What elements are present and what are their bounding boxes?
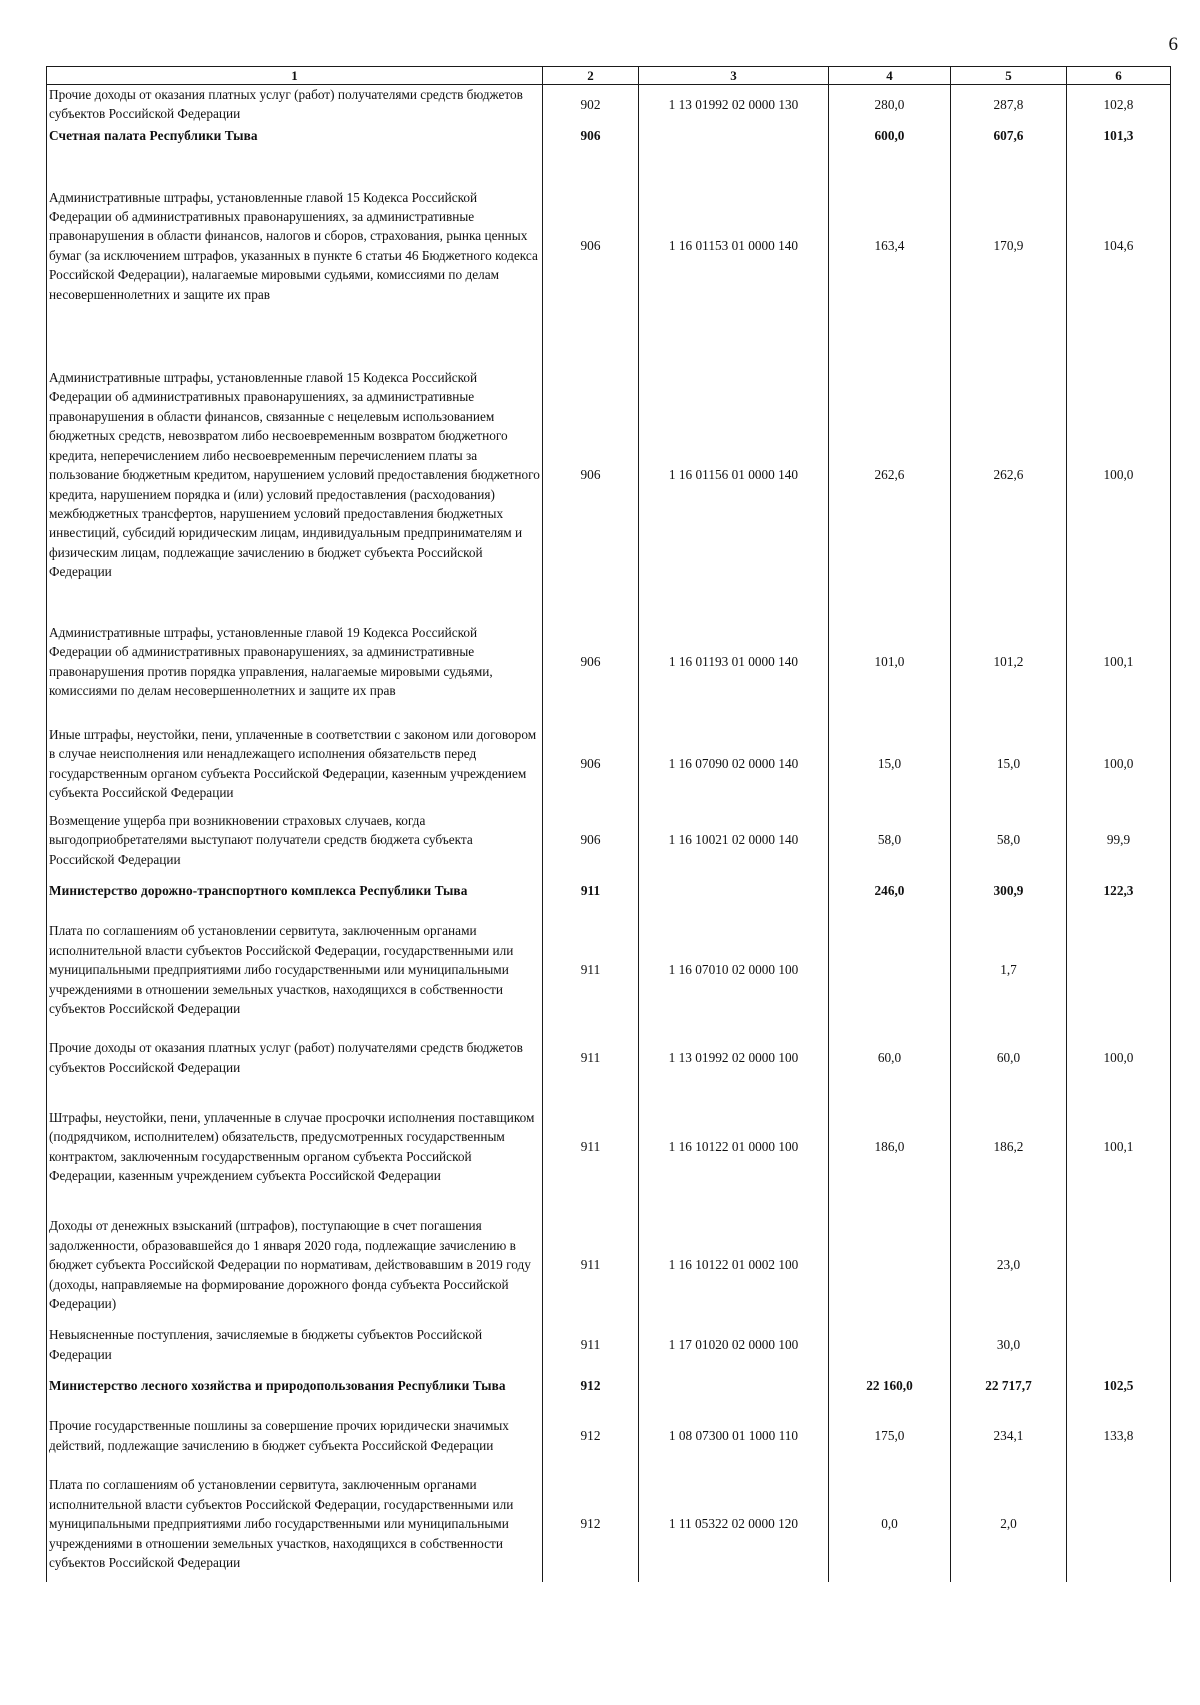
execution-percent-cell: 100,0 <box>1067 1028 1171 1088</box>
column-header-3: 3 <box>639 67 829 85</box>
actual-amount-cell: 58,0 <box>951 810 1067 870</box>
actual-amount-cell: 262,6 <box>951 344 1067 606</box>
budget-classification-code-cell: 1 16 01153 01 0000 140 <box>639 148 829 344</box>
table-body <box>47 85 1171 1582</box>
revenue-row <box>47 606 1171 718</box>
budget-classification-code-cell: 1 13 01992 02 0000 100 <box>639 1028 829 1088</box>
admin-code-cell: 911 <box>543 1206 639 1324</box>
budget-classification-code-cell: 1 16 01193 01 0000 140 <box>639 606 829 718</box>
admin-code-cell: 902 <box>543 85 639 124</box>
admin-code-cell: 911 <box>543 1088 639 1206</box>
plan-amount-cell: 0,0 <box>829 1466 951 1582</box>
execution-percent-cell: 102,5 <box>1067 1366 1171 1406</box>
plan-amount-cell: 280,0 <box>829 85 951 124</box>
plan-amount-cell: 262,6 <box>829 344 951 606</box>
execution-percent-cell <box>1067 1466 1171 1582</box>
budget-classification-code-cell <box>639 870 829 912</box>
revenue-row <box>47 344 1171 606</box>
revenue-name-cell: Министерство лесного хозяйства и природопользования Республики Тыва <box>47 1366 543 1406</box>
organization-total-row <box>47 124 1171 148</box>
execution-percent-cell: 100,1 <box>1067 606 1171 718</box>
revenue-row <box>47 810 1171 870</box>
budget-classification-code-cell: 1 16 07010 02 0000 100 <box>639 912 829 1028</box>
execution-percent-cell: 104,6 <box>1067 148 1171 344</box>
revenue-name-cell: Прочие доходы от оказания платных услуг (работ) получателями средств бюджетов субъектов Российской Федерации <box>47 85 543 124</box>
revenue-name-cell: Иные штрафы, неустойки, пени, уплаченные в соответствии с законом или договором в случае неисполнения или ненадлежащего исполнения обязательств перед государственным органом субъекта Российской Федерации, казенным учреждением субъекта Российской Федерации <box>47 718 543 810</box>
plan-amount-cell: 58,0 <box>829 810 951 870</box>
revenue-name-cell: Прочие доходы от оказания платных услуг (работ) получателями средств бюджетов субъектов Российской Федерации <box>47 1028 543 1088</box>
actual-amount-cell: 2,0 <box>951 1466 1067 1582</box>
admin-code-cell: 911 <box>543 870 639 912</box>
revenue-row <box>47 1466 1171 1582</box>
budget-classification-code-cell <box>639 124 829 148</box>
column-header-4: 4 <box>829 67 951 85</box>
actual-amount-cell: 101,2 <box>951 606 1067 718</box>
execution-percent-cell <box>1067 1324 1171 1366</box>
revenue-row <box>47 1406 1171 1466</box>
organization-total-row <box>47 1366 1171 1406</box>
execution-percent-cell <box>1067 912 1171 1028</box>
revenue-name-cell: Доходы от денежных взысканий (штрафов), поступающие в счет погашения задолженности, образовавшейся до 1 января 2020 года, подлежащие зачислению в бюджет субъекта Российской Федерации по нормативам, действовавшим в 2019 году (доходы, направляемые на формирование дорожного фонда субъекта Российской Федерации) <box>47 1206 543 1324</box>
revenue-row <box>47 1088 1171 1206</box>
revenue-row <box>47 1324 1171 1366</box>
plan-amount-cell <box>829 912 951 1028</box>
actual-amount-cell: 22 717,7 <box>951 1366 1067 1406</box>
execution-percent-cell: 100,0 <box>1067 344 1171 606</box>
actual-amount-cell: 23,0 <box>951 1206 1067 1324</box>
admin-code-cell: 906 <box>543 344 639 606</box>
actual-amount-cell: 607,6 <box>951 124 1067 148</box>
revenue-name-cell: Счетная палата Республики Тыва <box>47 124 543 148</box>
admin-code-cell: 911 <box>543 1028 639 1088</box>
actual-amount-cell: 287,8 <box>951 85 1067 124</box>
actual-amount-cell: 30,0 <box>951 1324 1067 1366</box>
organization-total-row <box>47 870 1171 912</box>
execution-percent-cell: 99,9 <box>1067 810 1171 870</box>
column-header-5: 5 <box>951 67 1067 85</box>
admin-code-cell: 912 <box>543 1366 639 1406</box>
plan-amount-cell: 600,0 <box>829 124 951 148</box>
revenue-name-cell: Прочие государственные пошлины за совершение прочих юридически значимых действий, подлежащие зачислению в бюджет субъекта Российской Федерации <box>47 1406 543 1466</box>
plan-amount-cell: 163,4 <box>829 148 951 344</box>
execution-percent-cell: 102,8 <box>1067 85 1171 124</box>
admin-code-cell: 911 <box>543 912 639 1028</box>
budget-classification-code-cell: 1 17 01020 02 0000 100 <box>639 1324 829 1366</box>
admin-code-cell: 906 <box>543 606 639 718</box>
page-number: 6 <box>1168 34 1178 55</box>
budget-classification-code-cell: 1 11 05322 02 0000 120 <box>639 1466 829 1582</box>
admin-code-cell: 906 <box>543 718 639 810</box>
execution-percent-cell: 100,0 <box>1067 718 1171 810</box>
column-number-header-row <box>47 67 1171 85</box>
execution-percent-cell: 133,8 <box>1067 1406 1171 1466</box>
actual-amount-cell: 234,1 <box>951 1406 1067 1466</box>
plan-amount-cell: 60,0 <box>829 1028 951 1088</box>
revenue-row <box>47 85 1171 124</box>
admin-code-cell: 912 <box>543 1406 639 1466</box>
admin-code-cell: 912 <box>543 1466 639 1582</box>
budget-classification-code-cell <box>639 1366 829 1406</box>
budget-classification-code-cell: 1 16 10122 01 0002 100 <box>639 1206 829 1324</box>
revenue-row <box>47 912 1171 1028</box>
revenue-row <box>47 1028 1171 1088</box>
column-header-2: 2 <box>543 67 639 85</box>
revenue-name-cell: Штрафы, неустойки, пени, уплаченные в случае просрочки исполнения поставщиком (подрядчиком, исполнителем) обязательств, предусмотренных государственным контрактом, заключенным государственным органом субъекта Российской Федерации, казенным учреждением субъекта Российской Федерации <box>47 1088 543 1206</box>
revenue-name-cell: Возмещение ущерба при возникновении страховых случаев, когда выгодоприобретателями выступают получатели средств бюджета субъекта Российской Федерации <box>47 810 543 870</box>
execution-percent-cell: 122,3 <box>1067 870 1171 912</box>
actual-amount-cell: 170,9 <box>951 148 1067 344</box>
budget-classification-code-cell: 1 16 07090 02 0000 140 <box>639 718 829 810</box>
execution-percent-cell: 101,3 <box>1067 124 1171 148</box>
plan-amount-cell: 175,0 <box>829 1406 951 1466</box>
budget-classification-code-cell: 1 13 01992 02 0000 130 <box>639 85 829 124</box>
plan-amount-cell: 246,0 <box>829 870 951 912</box>
column-header-6: 6 <box>1067 67 1171 85</box>
budget-revenue-table <box>46 66 1171 1582</box>
admin-code-cell: 906 <box>543 124 639 148</box>
admin-code-cell: 906 <box>543 810 639 870</box>
budget-classification-code-cell: 1 08 07300 01 1000 110 <box>639 1406 829 1466</box>
admin-code-cell: 906 <box>543 148 639 344</box>
actual-amount-cell: 186,2 <box>951 1088 1067 1206</box>
budget-classification-code-cell: 1 16 10021 02 0000 140 <box>639 810 829 870</box>
actual-amount-cell: 300,9 <box>951 870 1067 912</box>
plan-amount-cell <box>829 1324 951 1366</box>
revenue-row <box>47 1206 1171 1324</box>
actual-amount-cell: 15,0 <box>951 718 1067 810</box>
plan-amount-cell <box>829 1206 951 1324</box>
admin-code-cell: 911 <box>543 1324 639 1366</box>
revenue-name-cell: Плата по соглашениям об установлении сервитута, заключенным органами исполнительной власти субъектов Российской Федерации, государственными или муниципальными предприятиями либо государственными или муниципальными учреждениями в отношении земельных участков, находящихся в собственности субъектов Российской Федерации <box>47 912 543 1028</box>
plan-amount-cell: 22 160,0 <box>829 1366 951 1406</box>
plan-amount-cell: 186,0 <box>829 1088 951 1206</box>
column-header-1: 1 <box>47 67 543 85</box>
revenue-row <box>47 148 1171 344</box>
actual-amount-cell: 60,0 <box>951 1028 1067 1088</box>
execution-percent-cell <box>1067 1206 1171 1324</box>
revenue-name-cell: Невыясненные поступления, зачисляемые в бюджеты субъектов Российской Федерации <box>47 1324 543 1366</box>
budget-classification-code-cell: 1 16 10122 01 0000 100 <box>639 1088 829 1206</box>
plan-amount-cell: 15,0 <box>829 718 951 810</box>
revenue-row <box>47 718 1171 810</box>
revenue-name-cell: Министерство дорожно-транспортного комплекса Республики Тыва <box>47 870 543 912</box>
revenue-name-cell: Плата по соглашениям об установлении сервитута, заключенным органами исполнительной власти субъектов Российской Федерации, государственными или муниципальными предприятиями либо государственными или муниципальными учреждениями в отношении земельных участков, находящихся в собственности субъектов Российской Федерации <box>47 1466 543 1582</box>
revenue-name-cell: Административные штрафы, установленные главой 15 Кодекса Российской Федерации об административных правонарушениях, за административные правонарушения в области финансов, налогов и сборов, страхования, рынка ценных бумаг (за исключением штрафов, указанных в пункте 6 статьи 46 Бюджетного кодекса Российской Федерации), налагаемые мировыми судьями, комиссиями по делам несовершеннолетних и защите их прав <box>47 148 543 344</box>
revenue-name-cell: Административные штрафы, установленные главой 15 Кодекса Российской Федерации об административных правонарушениях, за административные правонарушения в области финансов, связанные с нецелевым использованием бюджетных средств, невозвратом либо несвоевременным возвратом бюджетного кредита, неперечислением либо несвоевременным перечислением платы за пользование бюджетным кредитом, нарушением условий предоставления бюджетного кредита, нарушением порядка и (или) условий предоставления (расходования) межбюджетных трансфертов, нарушением условий предоставления бюджетных инвестиций, субсидий юридическим лицам, индивидуальным предпринимателям и физическим лицам, подлежащие зачислению в бюджет субъекта Российской Федерации <box>47 344 543 606</box>
budget-classification-code-cell: 1 16 01156 01 0000 140 <box>639 344 829 606</box>
plan-amount-cell: 101,0 <box>829 606 951 718</box>
actual-amount-cell: 1,7 <box>951 912 1067 1028</box>
execution-percent-cell: 100,1 <box>1067 1088 1171 1206</box>
revenue-name-cell: Административные штрафы, установленные главой 19 Кодекса Российской Федерации об административных правонарушениях, за административные правонарушения против порядка управления, налагаемые мировыми судьями, комиссиями по делам несовершеннолетних и защите их прав <box>47 606 543 718</box>
